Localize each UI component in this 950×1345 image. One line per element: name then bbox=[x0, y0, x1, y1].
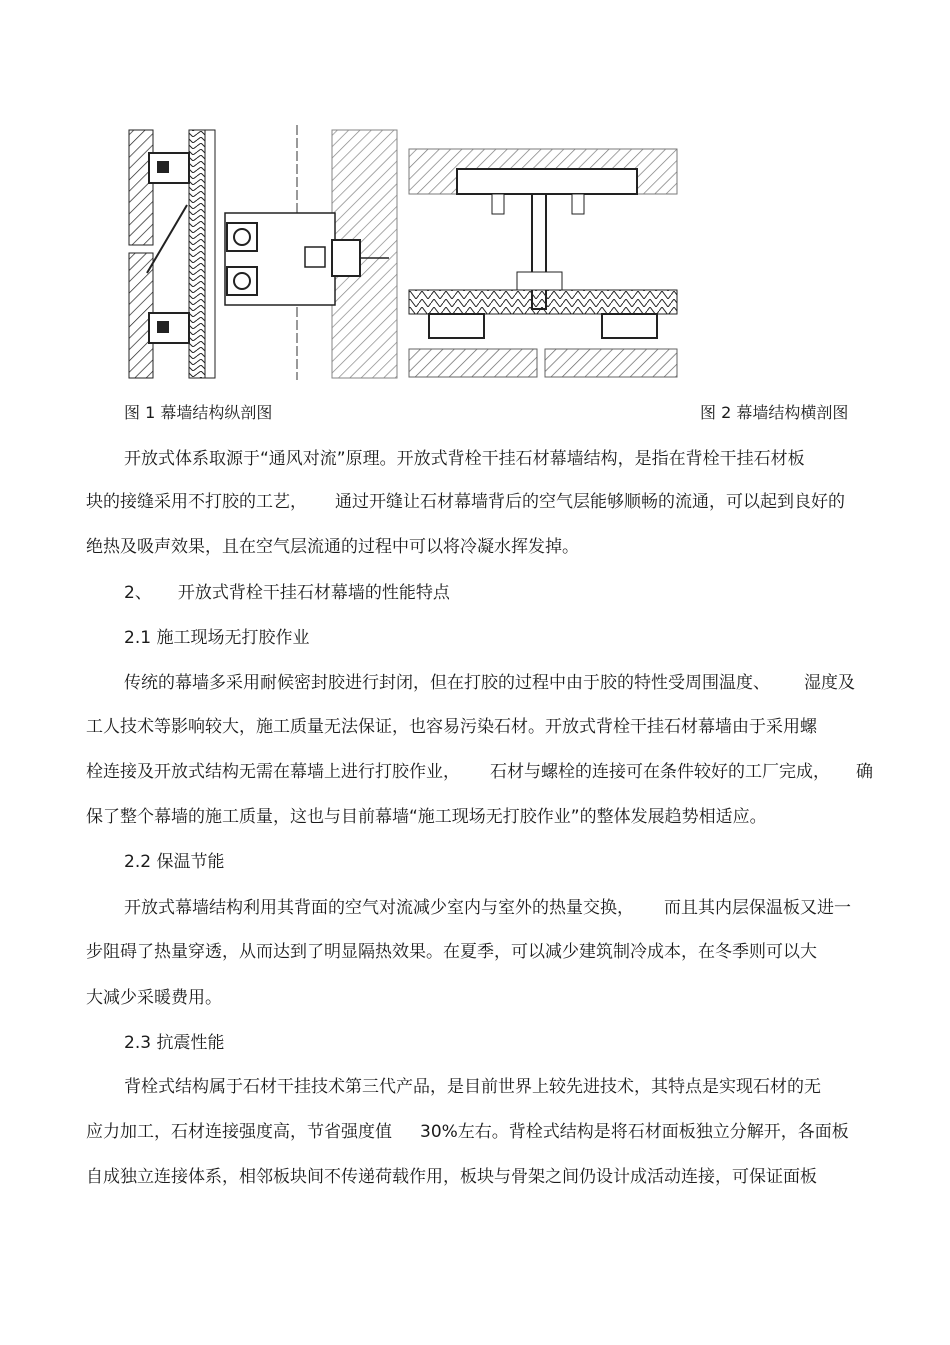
paragraph-4-line-2a: 应力加工，石材连接强度高，节省强度值 bbox=[86, 1122, 392, 1142]
paragraph-3-line-3: 大减少采暖费用。 bbox=[86, 988, 222, 1008]
figure-1-vertical-section bbox=[127, 125, 399, 380]
section-2-heading bbox=[124, 582, 450, 604]
paragraph-2-line-3c: 确 bbox=[856, 762, 873, 782]
section-2-2-heading: 2.2 保温节能 bbox=[124, 852, 225, 872]
paragraph-3-line-2: 步阻碍了热量穿透，从而达到了明显隔热效果。在夏季，可以减少建筑制冷成本，在冬季则可以大 bbox=[86, 942, 817, 962]
paragraph-1-line-2b: 通过开缝让石材幕墙背后的空气层能够顺畅的流通，可以起到良好的 bbox=[335, 492, 845, 512]
paragraph-2-line-3a: 栓连接及开放式结构无需在幕墙上进行打胶作业， bbox=[86, 762, 460, 782]
figure-1-caption: 图 1 幕墙结构纵剖图 bbox=[124, 403, 273, 422]
paragraph-4-line-3: 自成独立连接体系，相邻板块间不传递荷载作用，板块与骨架之间仍设计成活动连接，可保证面板 bbox=[86, 1167, 817, 1187]
paragraph-2-line-1b: 湿度及 bbox=[804, 673, 855, 693]
paragraph-3-line-1a: 开放式幕墙结构利用其背面的空气对流减少室内与室外的热量交换， bbox=[124, 898, 634, 918]
paragraph-2-line-1a: 传统的幕墙多采用耐候密封胶进行封闭，但在打胶的过程中由于胶的特性受周围温度、 bbox=[124, 673, 770, 693]
figure-2-horizontal-section bbox=[407, 147, 679, 380]
figure-2-caption: 图 2 幕墙结构横剖图 bbox=[700, 403, 849, 422]
section-2-number: 2、 bbox=[124, 583, 152, 603]
paragraph-1-line-1: 开放式体系取源于“通风对流”原理。开放式背栓干挂石材幕墙结构，是指在背栓干挂石材板 bbox=[124, 449, 805, 469]
paragraph-2-line-3b: 石材与螺栓的连接可在条件较好的工厂完成， bbox=[490, 762, 830, 782]
paragraph-2-line-1 bbox=[124, 672, 855, 694]
paragraph-2-line-3 bbox=[86, 761, 873, 783]
paragraph-4-line-2b: 30%左右。背栓式结构是将石材面板独立分解开，各面板 bbox=[420, 1122, 849, 1142]
paragraph-1-line-2a: 块的接缝采用不打胶的工艺， bbox=[86, 492, 307, 512]
paragraph-4-line-1: 背栓式结构属于石材干挂技术第三代产品，是目前世界上较先进技术，其特点是实现石材的无 bbox=[124, 1077, 821, 1097]
paragraph-3-line-1b: 而且其内层保温板又进一 bbox=[664, 898, 851, 918]
section-2-title: 开放式背栓干挂石材幕墙的性能特点 bbox=[177, 583, 450, 603]
paragraph-2-line-2: 工人技术等影响较大，施工质量无法保证，也容易污染石材。开放式背栓干挂石材幕墙由于采用螺 bbox=[86, 717, 817, 737]
section-2-1-heading: 2.1 施工现场无打胶作业 bbox=[124, 628, 310, 648]
paragraph-1-line-2 bbox=[86, 491, 845, 513]
paragraph-2-line-4: 保了整个幕墙的施工质量，这也与目前幕墙“施工现场无打胶作业”的整体发展趋势相适应。 bbox=[86, 807, 767, 827]
paragraph-4-line-2 bbox=[86, 1121, 849, 1143]
paragraph-3-line-1 bbox=[124, 897, 851, 919]
paragraph-1-line-3: 绝热及吸声效果，且在空气层流通的过程中可以将冷凝水挥发掉。 bbox=[86, 537, 579, 557]
section-2-3-heading: 2.3 抗震性能 bbox=[124, 1033, 225, 1053]
